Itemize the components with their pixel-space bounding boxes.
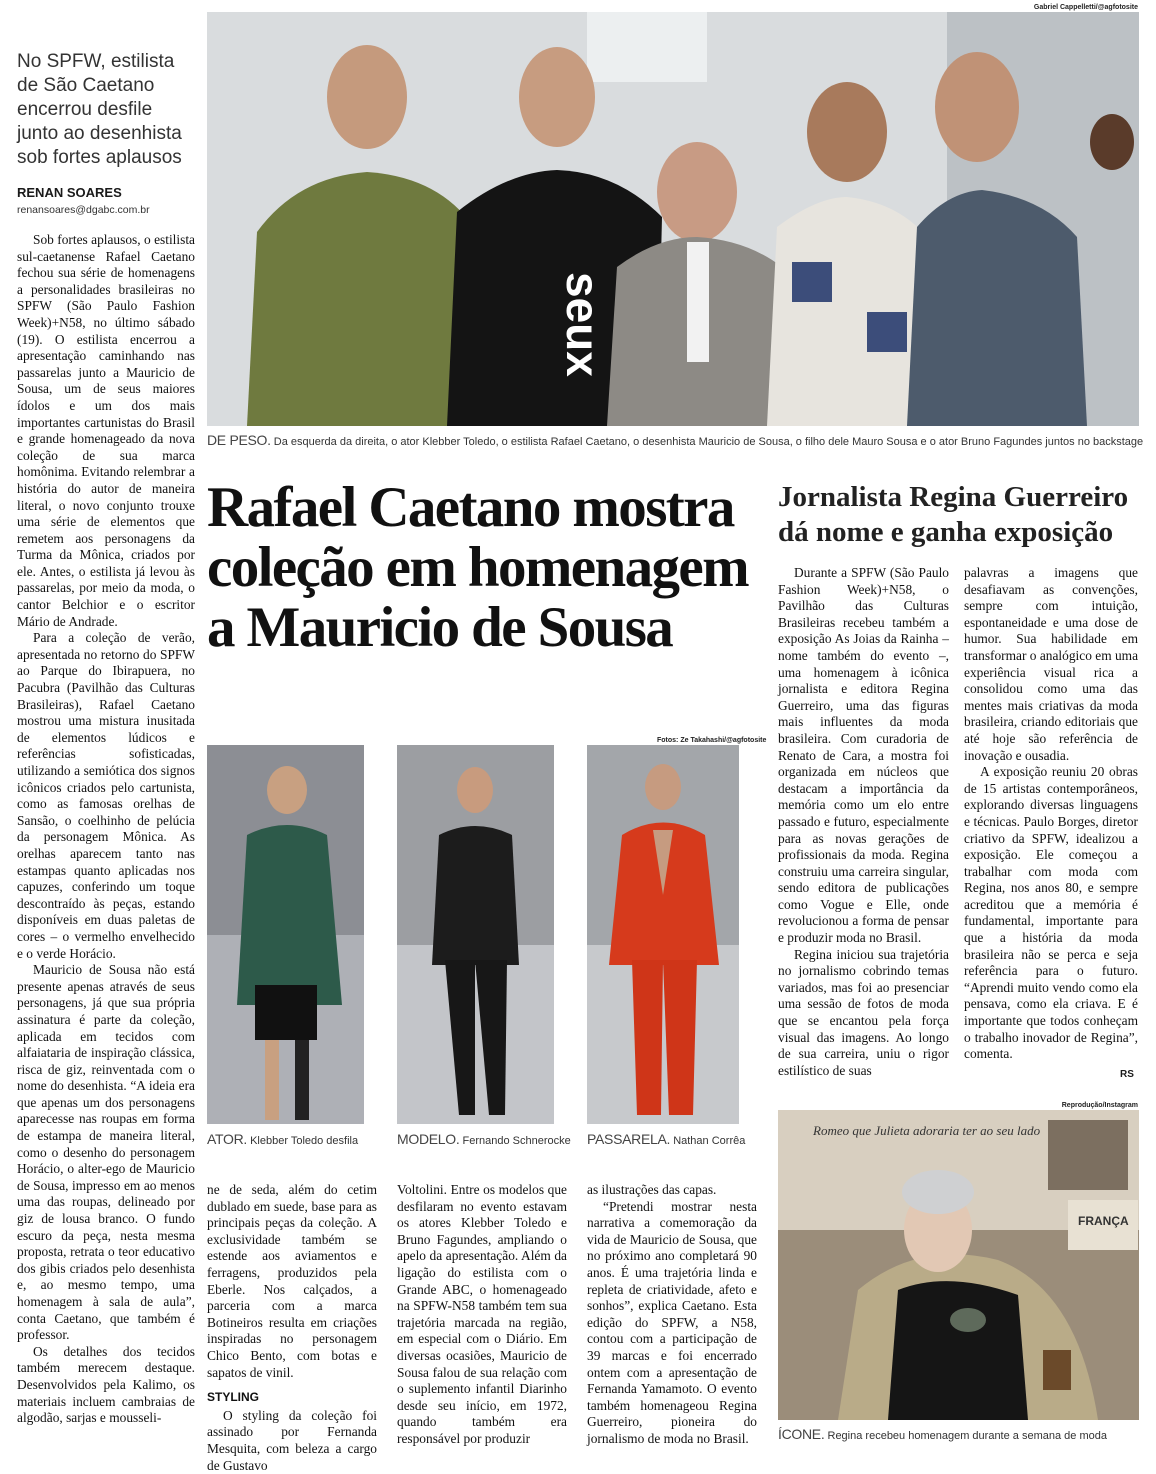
paragraph: Sob fortes aplausos, o estilista sul-caetanense Rafael Caetano fechou sua série de homenagens a personalidades brasileiras no SPFW (São Paulo Fashion Week)+N58, no último sábado (19). O estilista encerrou a apresentação caminhando nas passarelas junto a Mauricio de Sousa, um de seus maiores ídolos e um dos mais importantes cartunistas do Brasil e grande homenageado da nova coleção de sua marca homônima. Evitando relembrar a história do autor de maneira literal, o novo conjunto trouxe uma série de elementos que remetem aos personagens da Turma da Mônica, criados por ele. Antes, o estilista já levou às passarelas, por meio da moda, o cantor Belchior e o escritor Mário de Andrade. — [17, 232, 195, 629]
clipping-headline: Romeo que Julieta adoraria ter ao seu lado — [813, 1123, 1041, 1138]
section-subtitle: STYLING — [207, 1390, 260, 1405]
runway-caption-2 — [397, 1131, 571, 1147]
paragraph: as ilustrações das capas. — [587, 1182, 717, 1197]
runway-photo-3 — [587, 745, 739, 1124]
main-photo-caption — [207, 432, 1143, 448]
svg-text:seux: seux — [557, 272, 609, 377]
runway-photo-2 — [397, 745, 554, 1124]
paragraph: A exposição reuniu 20 obras de 15 artistas contemporâneos, explorando diversas linguagens e técnicas. Paulo Borges, diretor criativo da SPFW, idealizou a exposição. Ele começou a trabalhar com moda com Regina, nos anos 80, e sempre acreditou que a memória é fundamental, importante para que a história da moda brasileira não se perca e seja referência para o futuro. “Aprendi muito vendo como ela pensava, como ela criava. E é importante que todos conheçam o trabalho inovador de Regina”, comenta. — [964, 764, 1138, 1062]
author-email: renansoares@dgabc.com.br — [17, 204, 150, 216]
paragraph: Durante a SPFW (São Paulo Fashion Week)+N58, o Pavilhão das Culturas Brasileiras recebeu também a exposição As Joias da Rainha – nome também do evento –, uma homenagem à icônica jornalista e editora Regina Guerreiro, uma das figuras mais influentes da moda brasileira. Com curadoria de Renato de Cara, a mostra foi organizada em núcleos que destacam a importância da memória como um elo entre passado e futuro, especialmente para as novas gerações de profissionais da moda. Regina construiu uma carreira singular, sendo editora de publicações como Vogue e Elle, onde revolucionou a forma de pensar e produzir moda no Brasil. — [778, 565, 949, 946]
runway-photo-1 — [207, 745, 364, 1124]
runway-caption-3 — [587, 1131, 745, 1147]
kicker: No SPFW, estilista de São Caetano encerrou desfile junto ao desenhista sob fortes aplausos — [17, 51, 182, 168]
side-photo-credit: Reprodução/Instagram — [1061, 1102, 1138, 1109]
runway-model-2 — [397, 745, 554, 1124]
paragraph: palavras a imagens que desafiavam as convenções, sempre com intuição, espontaneidade e uma dose de humor. Sua habilidade em transformar o analógico em uma experiência visual rica a consolidou como uma das mentes mais criativas da moda brasileira, criando editoriais que até hoje são referência de inovação e ousadia. — [964, 565, 1139, 763]
paragraph: ne de seda, além do cetim dublado em suede, base para as principais peças da coleção. A exclusividade também se estende aos aviamentos e ferragens, produzidos pela Eberle. Nos calçados, a parceria com a marca Botineiros resulta em criações inspiradas no personagem Chico Bento, com botas e sapatos de vinil. — [207, 1182, 377, 1380]
article-column-3 — [397, 1182, 567, 1452]
side-column-b — [964, 565, 1138, 1083]
side-photo — [778, 1110, 1139, 1420]
signature: RS — [1120, 1069, 1134, 1080]
author-name: RENAN SOARES — [17, 185, 122, 200]
main-photo — [207, 12, 1139, 426]
side-story-title: Jornalista Regina Guerreiro dá nome e ganha exposição — [778, 481, 1129, 548]
regina-photo — [778, 1110, 1139, 1420]
runway-model-1 — [207, 745, 364, 1124]
caption-label: ATOR. — [207, 1131, 247, 1147]
headline: Rafael Caetano mostra coleção em homenagem a Mauricio de Sousa — [207, 476, 748, 659]
runway-model-3 — [587, 745, 739, 1124]
caption-label: DE PESO. — [207, 432, 271, 448]
runway-caption-1 — [207, 1131, 358, 1147]
caption-label: PASSARELA. — [587, 1131, 671, 1147]
paragraph: Voltolini. Entre os modelos que desfilaram no evento estavam os atores Klebber Toledo e Bruno Fagundes, ampliando o apelo da apresentação. Além da ligação do estilista com o Grande ABC, o homenageado na SPFW-N58 também tem sua trajetória marcada na região, em especial com o Diário. Em diversas ocasiões, Mauricio de Sousa falou de sua relação com o suplemento infantil Diarinho desde seu início, em 1972, quando também era responsável por produzir — [397, 1182, 567, 1446]
runway-photos-credit: Fotos: Ze Takahashi/@agfotosite — [657, 737, 767, 744]
paragraph: Para a coleção de verão, apresentada no retorno do SPFW ao Parque do Ibirapuera, no Pacubra (Pavilhão das Culturas Brasileiras), Rafael Caetano mostrou uma mistura inusitada de elementos lúdicos e referências sofisticadas, utilizando a semiótica dos signos icônicos criados pelo cartunista, como as famosas orelhas de Sansão, o coelhinho de pelúcia da personagem Mônica. As orelhas aparecem tanto nas estampas quanto aplicadas nos capuzes, conferindo um toque descontraído às peças, estando disponíveis em duas paletas de cores – o vermelho envelhecido e o verde Horácio. — [17, 630, 195, 961]
caption-text: Fernando Schnerocke — [462, 1135, 571, 1147]
paragraph: Mauricio de Sousa não está presente apenas através de seus personagens, já que sua própria assinatura é parte da coleção, aplicada em tecidos com alfaiataria de inspiração clássica, risca de giz, reinventada com o nome do desenhista. “A ideia era que apenas um dos personagens aparecesse nas roupas em forma de estampa de maneira literal, como o desenho do personagem Horácio, o alter-ego de Mauricio de Sousa, impresso em ao menos uma das roupas, delineado por giz de lousa branco. O fundo escuro da peça, nesta mesma proposta, retrata o teor educativo dos gibis criados pelo desenhista e, ao mesmo tempo, uma homenagem à sala de aula”, conta Caetano, que também é professor. — [17, 962, 195, 1343]
article-column-4 — [587, 1182, 757, 1452]
article-column-2 — [207, 1182, 377, 1473]
caption-text: Nathan Corrêa — [673, 1135, 746, 1147]
main-photo-credit: Gabriel Cappelletti/@agfotosite — [1033, 4, 1138, 11]
caption-text: Da esquerda da direita, o ator Klebber Toledo, o estilista Rafael Caetano, o desenhista Mauricio de Sousa, o filho dele Mauro Sousa e o ator Bruno Fagundes juntos no backstage — [273, 436, 1144, 448]
paragraph: Os detalhes dos tecidos também merecem destaque. Desenvolvidos pela Kalimo, os materiais incluem cambraias de algodão, sarjas e mousseli- — [17, 1343, 195, 1426]
caption-label: ÍCONE. — [778, 1426, 825, 1442]
side-photo-caption — [778, 1426, 1107, 1442]
paragraph: “Pretendi mostrar nesta narrativa a comemoração da vida de Mauricio de Sousa, que no próximo ano completará 90 anos. É uma trajetória linda e repleta de criatividade, afeto e sonhos”, explica Caetano. Esta edição do SPFW, a N58, contou com a participação de 39 marcas e foi encerrado ontem com a apresentação de Fernanda Yamamoto. O evento também homenageou Regina Guerreiro, pioneira do jornalismo de moda no Brasil. — [587, 1198, 757, 1446]
article-column-1 — [17, 232, 195, 1447]
paragraph: O styling da coleção foi assinado por Fernanda Mesquita, com beleza a cargo de Gustavo — [207, 1407, 377, 1473]
caption-label: MODELO. — [397, 1131, 460, 1147]
caption-text: Klebber Toledo desfila — [250, 1135, 359, 1147]
clipping-label: FRANÇA — [1078, 1214, 1129, 1228]
caption-text: Regina recebeu homenagem durante a semana de moda — [827, 1430, 1107, 1442]
side-column-a — [778, 565, 949, 1083]
backstage-group-photo — [207, 12, 1139, 426]
paragraph: Regina iniciou sua trajetória no jornalismo cobrindo temas variados, mas foi ao presenciar uma sessão de fotos de moda que se encantou pela força visual das imagens. Ao longo de sua carreira, uniu o rigor estilístico de suas — [778, 946, 949, 1078]
